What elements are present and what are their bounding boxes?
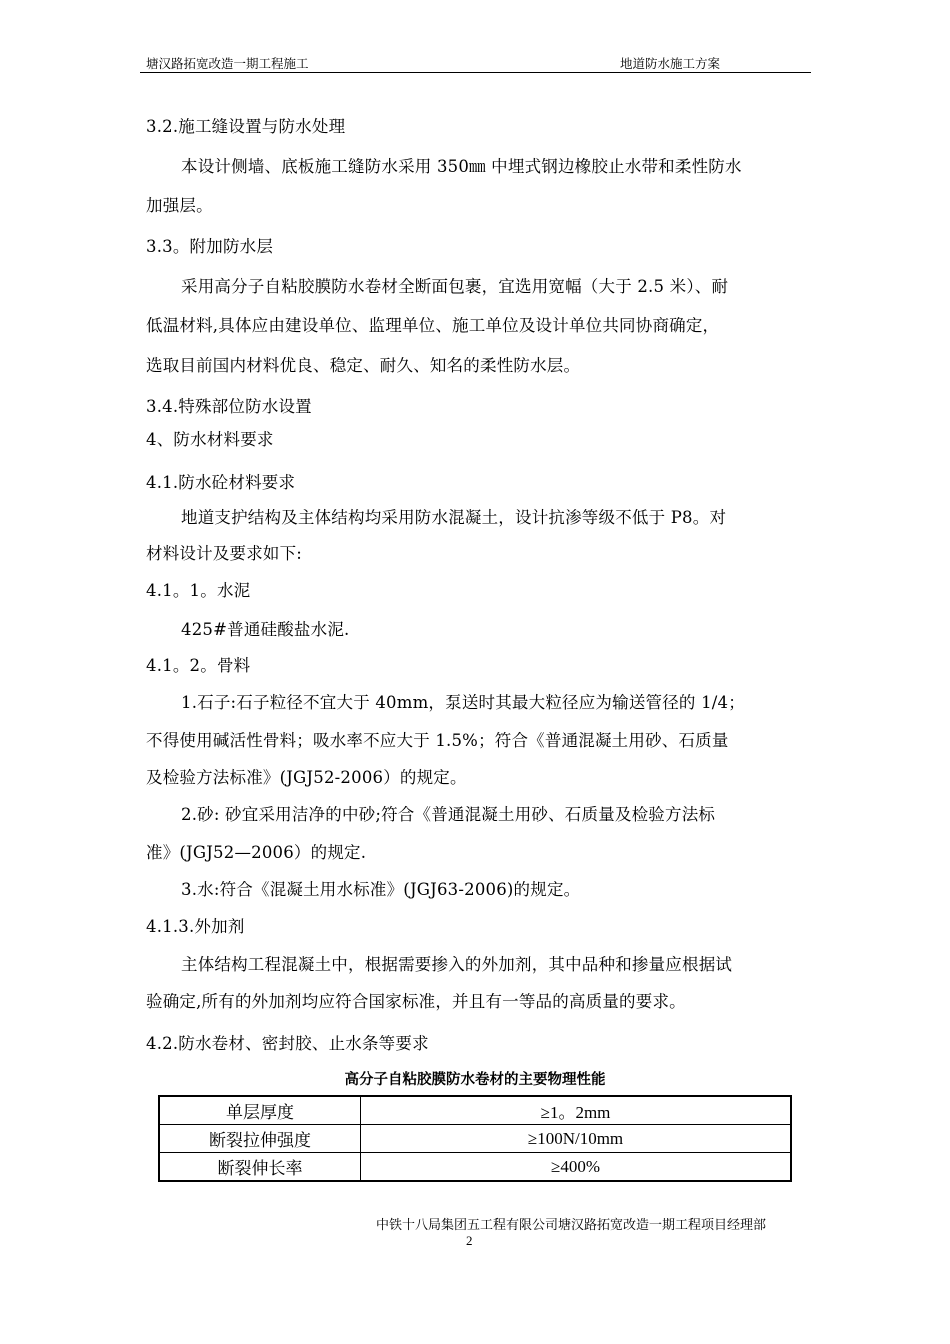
property-value: ≥1。2mm: [361, 1096, 792, 1125]
paragraph-line: 选取目前国内材料优良、稳定、耐久、知名的柔性防水层。: [146, 356, 581, 375]
property-name: 单层厚度: [159, 1096, 361, 1125]
section-heading-4: 4、防水材料要求: [146, 430, 274, 449]
table-row: [159, 1125, 791, 1153]
section-heading-4-1-3: 4.1.3.外加剂: [146, 917, 245, 936]
properties-table: [158, 1095, 792, 1182]
property-name: 断裂拉伸强度: [159, 1125, 361, 1153]
paragraph-line: 不得使用碱活性骨料；吸水率不应大于 1.5%；符合《普通混凝土用砂、石质量: [146, 731, 729, 750]
property-name: 断裂伸长率: [159, 1153, 361, 1182]
footer-organization: 中铁十八局集团五工程有限公司塘汉路拓宽改造一期工程项目经理部: [376, 1218, 767, 1233]
section-heading-3-2: 3.2.施工缝设置与防水处理: [146, 117, 346, 136]
header-rule: [140, 72, 811, 73]
paragraph-line: 材料设计及要求如下:: [146, 544, 303, 563]
property-value: ≥400%: [361, 1153, 792, 1182]
paragraph-line: 采用高分子自粘胶膜防水卷材全断面包裹，宜选用宽幅（大于 2.5 米）、耐: [181, 277, 729, 296]
section-heading-4-1-2: 4.1。2。骨料: [146, 656, 251, 675]
paragraph-line: 主体结构工程混凝土中，根据需要掺入的外加剂，其中品种和掺量应根据试: [181, 955, 733, 974]
header-right-title: 地道防水施工方案: [620, 56, 721, 71]
paragraph-line: 1.石子:石子粒径不宜大于 40mm，泵送时其最大粒径应为输送管径的 1/4；: [181, 693, 745, 712]
paragraph-line: 425#普通硅酸盐水泥.: [181, 620, 350, 639]
table-title: 高分子自粘胶膜防水卷材的主要物理性能: [344, 1072, 606, 1088]
paragraph-line: 3.水:符合《混凝土用水标准》(JGJ63-2006)的规定。: [181, 880, 581, 899]
paragraph-line: 及检验方法标准》(JGJ52-2006）的规定。: [146, 768, 467, 787]
paragraph-line: 验确定,所有的外加剂均应符合国家标准，并且有一等品的高质量的要求。: [146, 992, 686, 1011]
paragraph-line: 准》(JGJ52—2006）的规定.: [146, 843, 367, 862]
section-heading-3-3: 3.3。附加防水层: [146, 237, 274, 256]
page-number: 2: [466, 1233, 473, 1248]
paragraph-line: 加强层。: [146, 196, 213, 215]
property-value: ≥100N/10mm: [361, 1125, 792, 1153]
section-heading-4-1: 4.1.防水砼材料要求: [146, 473, 296, 492]
section-heading-3-4: 3.4.特殊部位防水设置: [146, 397, 312, 416]
table-row: [159, 1153, 791, 1182]
paragraph-line: 2.砂: 砂宜采用洁净的中砂;符合《普通混凝土用砂、石质量及检验方法标: [181, 805, 716, 824]
section-heading-4-1-1: 4.1。1。水泥: [146, 581, 251, 600]
paragraph-line: 低温材料,具体应由建设单位、监理单位、施工单位及设计单位共同协商确定，: [146, 316, 720, 335]
header-left-title: 塘汉路拓宽改造一期工程施工: [146, 56, 309, 71]
paragraph-line: 本设计侧墙、底板施工缝防水采用 350㎜ 中埋式钢边橡胶止水带和柔性防水: [181, 157, 742, 176]
section-heading-4-2: 4.2.防水卷材、密封胶、止水条等要求: [146, 1034, 429, 1053]
table-row: [159, 1096, 791, 1125]
paragraph-line: 地道支护结构及主体结构均采用防水混凝土，设计抗渗等级不低于 P8。对: [181, 508, 727, 527]
